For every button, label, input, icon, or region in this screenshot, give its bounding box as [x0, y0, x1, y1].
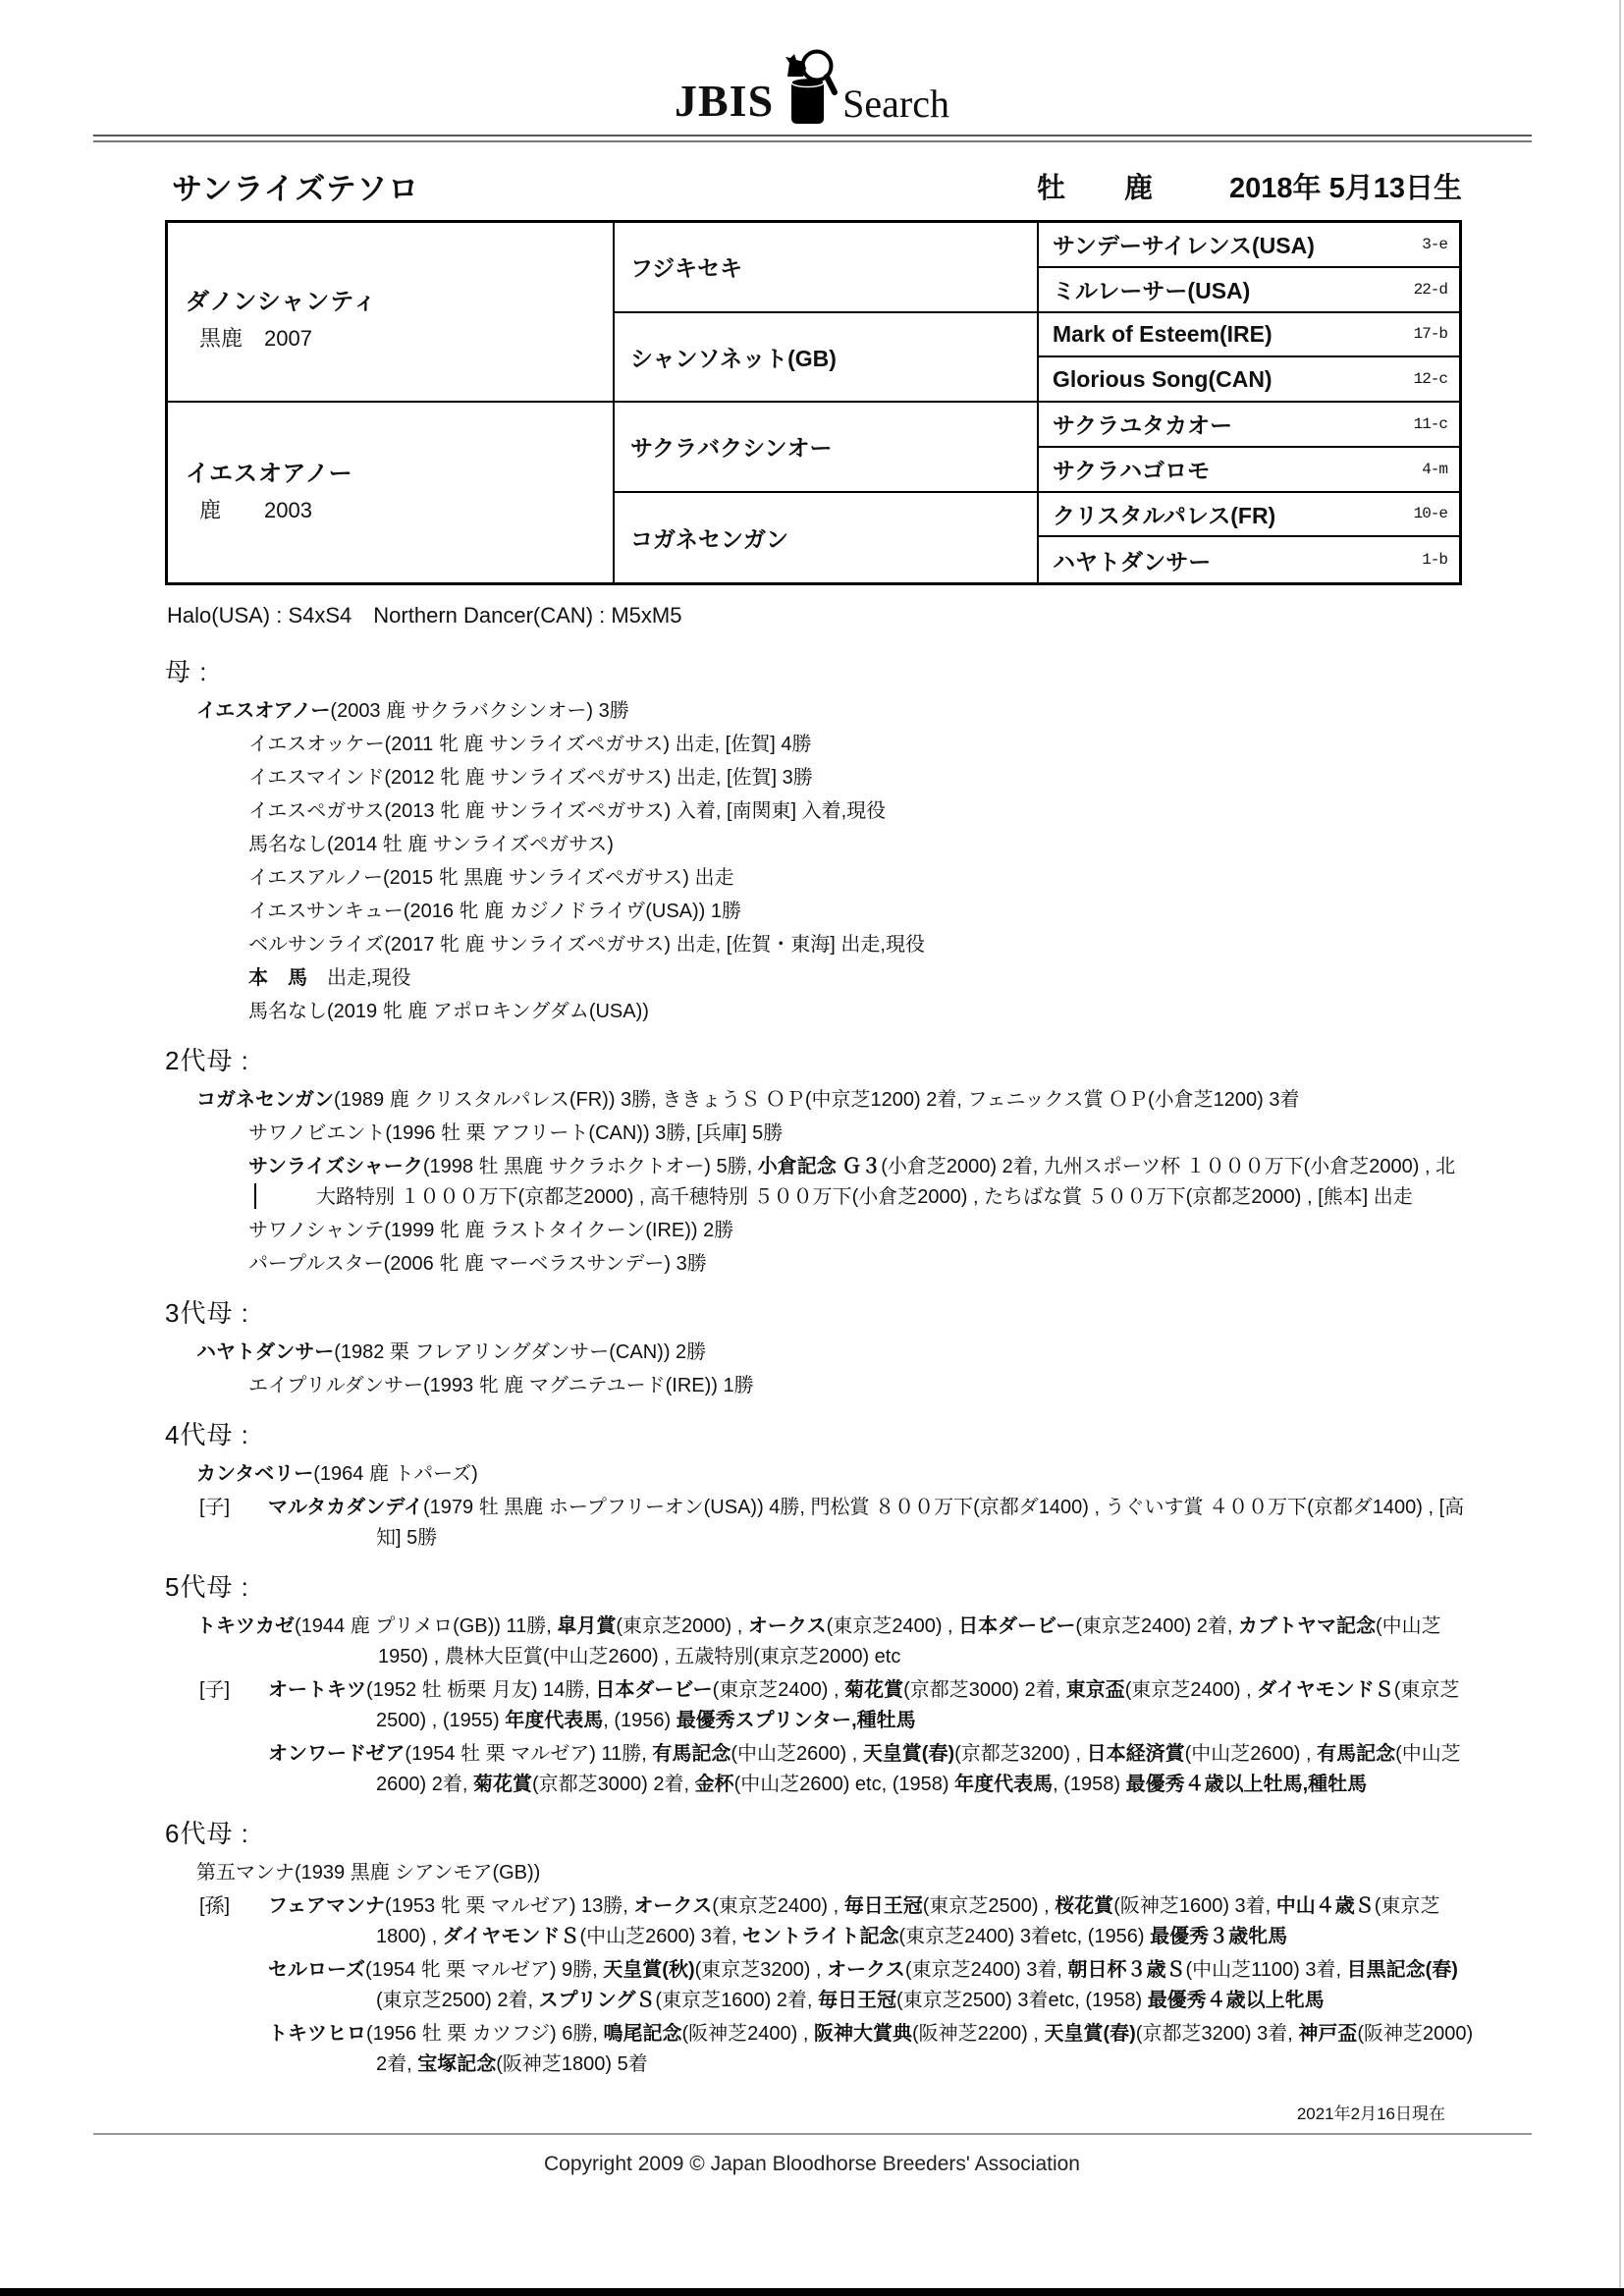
emphasized-text: 目黒記念(春) — [1346, 1959, 1458, 1981]
text-segment: エイプリルダンサー(1993 牝 鹿 マグニテユード(IRE)) 1勝 — [248, 1375, 754, 1396]
emphasized-text: オークス — [827, 1959, 905, 1981]
text-segment: (東京芝2400) , — [712, 1679, 845, 1701]
emphasized-text: 東京盃 — [1065, 1679, 1125, 1701]
text-segment: (東京芝2400) 3着, — [904, 1959, 1068, 1981]
pedigree-line — [248, 963, 1475, 994]
emphasized-text: オークス — [747, 1615, 827, 1637]
pedigree-line — [196, 1612, 1475, 1672]
emphasized-text: イエスオアノー — [196, 700, 331, 722]
text-segment: (1998 牡 黒鹿 サクラホクトオー) 5勝, — [422, 1156, 758, 1177]
header-divider — [93, 135, 1532, 142]
continuation-bar — [254, 1183, 256, 1209]
sire-detail: 黒鹿 2007 — [199, 326, 312, 351]
emphasized-text: 小倉記念 Ｇ３ — [757, 1156, 882, 1177]
text-segment: イエスサンキュー(2016 牝 鹿 カジノドライヴ(USA)) 1勝 — [248, 901, 742, 922]
scan-edge-right — [1619, 0, 1621, 2296]
horse-birthdate: 2018年 5月13日生 — [1229, 172, 1462, 204]
emphasized-text: コガネセンガン — [196, 1089, 334, 1111]
text-segment: (中山芝2600) , — [1184, 1743, 1318, 1765]
pedigree-line — [248, 796, 1475, 827]
pedigree-line — [248, 997, 1475, 1027]
jbis-logo — [0, 47, 1624, 128]
text-segment: (1956 牡 栗 カツフジ) 6勝, — [366, 2023, 604, 2045]
emphasized-text: サンライズシャーク — [248, 1156, 423, 1177]
horse-sex: 牡 — [1037, 172, 1066, 204]
emphasized-text: 本 馬 — [248, 967, 307, 989]
text-segment: (東京芝2000) , — [616, 1615, 748, 1637]
footer-divider — [93, 2133, 1532, 2135]
family-number: 3-e — [1422, 235, 1447, 253]
text-segment: (1979 牡 黒鹿 ホープフリーオン(USA)) 4勝, 門松賞 ８００万下(京都ダ1400) , うぐいす賞 ４００万下(京都ダ1400) , [高知] 5勝 — [376, 1497, 1465, 1549]
text-segment: (中山芝2600) , — [731, 1743, 863, 1765]
inbreeding-note: Halo(USA) : S4xS4 Northern Dancer(CAN) : M5xM5 — [167, 603, 682, 628]
emphasized-text: 有馬記念 — [652, 1743, 731, 1765]
section-heading: 2代母 : — [165, 1046, 249, 1075]
family-number: 10-e — [1413, 505, 1447, 523]
pedigree-line — [199, 1891, 1475, 1952]
text-segment: (東京芝2400) , — [712, 1895, 844, 1917]
pedigree-line — [268, 1739, 1475, 1800]
sire-sire-cell: フジキセキ — [615, 223, 1039, 313]
grandparent-cell — [1039, 403, 1459, 448]
family-section — [0, 1415, 1475, 1554]
emphasized-text: セルローズ — [268, 1959, 365, 1981]
pedigree-line — [248, 763, 1475, 793]
text-segment: (京都芝3000) 2着, — [531, 1774, 695, 1795]
grandparent-cell — [1039, 493, 1459, 538]
text-segment: イエスアルノー(2015 牝 黒鹿 サンライズペガサス) 出走 — [248, 867, 734, 889]
sire-dam-cell: シャンソネット(GB) — [615, 313, 1039, 404]
text-segment: イエスマインド(2012 牝 鹿 サンライズペガサス) 出走, [佐賀] 3勝 — [248, 767, 813, 789]
text-segment: (1982 栗 フレアリングダンサー(CAN)) 2勝 — [334, 1341, 707, 1363]
pedigree-table — [165, 220, 1462, 585]
emphasized-text: 朝日杯３歳Ｓ — [1067, 1959, 1186, 1981]
emphasized-text: 日本経済賞 — [1086, 1743, 1185, 1765]
logo-text-search: Search — [842, 82, 949, 126]
pedigree-line — [248, 930, 1475, 960]
text-segment: (1944 鹿 プリメロ(GB)) 11勝, — [295, 1615, 558, 1637]
section-heading: 6代母 : — [165, 1819, 249, 1848]
pedigree-line — [196, 1338, 1475, 1368]
pedigree-line — [268, 1955, 1475, 2016]
grandparent-name: ミルレーサー(USA) — [1053, 278, 1251, 304]
title-row — [172, 155, 1462, 216]
dam-detail: 鹿 2003 — [199, 498, 312, 522]
family-section — [0, 1567, 1475, 1800]
dam-cell — [168, 403, 615, 582]
pedigree-line — [248, 897, 1475, 927]
emphasized-text: 鳴尾記念 — [603, 2023, 682, 2045]
emphasized-text: 金杯 — [694, 1774, 734, 1795]
emphasized-text: 皐月賞 — [557, 1615, 617, 1637]
pedigree-line — [196, 1858, 1475, 1888]
pedigree-line — [196, 1459, 1475, 1490]
family-number: 1-b — [1422, 551, 1447, 570]
text-segment: , (1958) — [1053, 1774, 1126, 1795]
text-segment: (阪神芝2400) , — [681, 2023, 814, 2045]
emphasized-text: 最優秀３歳牝馬 — [1150, 1926, 1288, 1947]
pedigree-line — [248, 1216, 1475, 1246]
section-heading: 母 : — [165, 657, 208, 686]
grandparent-name: サクラハゴロモ — [1053, 458, 1211, 484]
pedigree-line — [199, 1675, 1475, 1736]
emphasized-text: トキツカゼ — [196, 1615, 295, 1637]
text-segment: (東京芝2400) , — [826, 1615, 959, 1637]
emphasized-text: トキツヒロ — [268, 2023, 366, 2045]
emphasized-text: オートキツ — [268, 1679, 366, 1701]
grandparent-cell — [1039, 537, 1459, 582]
emphasized-text: ハヤトダンサー — [196, 1341, 335, 1363]
horse-name: サンライズテソロ — [172, 171, 420, 206]
emphasized-text: 中山４歳Ｓ — [1275, 1895, 1375, 1917]
family-section — [0, 1293, 1475, 1401]
emphasized-text: 年度代表馬 — [954, 1774, 1054, 1795]
pedigree-line — [248, 863, 1475, 894]
grandparent-name: サンデーサイレンス(USA) — [1053, 233, 1315, 259]
text-segment: (京都芝3000) 2着, — [903, 1679, 1066, 1701]
emphasized-text: 菊花賞 — [844, 1679, 904, 1701]
text-segment: (阪神芝2000) 2着, — [376, 2023, 1474, 2075]
text-segment: 出走,現役 — [307, 967, 411, 989]
text-segment: 馬名なし(2014 牡 鹿 サンライズペガサス) — [248, 834, 614, 855]
family-number: 11-c — [1413, 414, 1447, 433]
family-sections — [0, 638, 1475, 2083]
text-segment: (京都芝3200) , — [954, 1743, 1087, 1765]
grandparent-name: クリスタルパレス(FR) — [1053, 502, 1276, 528]
emphasized-text: オンワードゼア — [268, 1743, 406, 1765]
emphasized-text: 天皇賞(秋) — [603, 1959, 695, 1981]
copyright-text: Copyright 2009 © Japan Bloodhorse Breeders' Association — [544, 2153, 1080, 2175]
emphasized-text: 毎日王冠 — [843, 1895, 923, 1917]
emphasized-text: ダイヤモンドＳ — [442, 1926, 580, 1947]
family-number: 17-b — [1413, 325, 1447, 344]
text-segment: (東京芝2400) 2着, — [1075, 1615, 1238, 1637]
grandparent-name: Glorious Song(CAN) — [1053, 365, 1272, 392]
relation-tag: [孫] — [199, 1895, 231, 1917]
text-segment: (京都芝3200) 3着, — [1135, 2023, 1299, 2045]
grandparent-name: Mark of Esteem(IRE) — [1053, 320, 1272, 347]
text-segment: (1954 牝 栗 マルゼア) 9勝, — [365, 1959, 604, 1981]
section-heading: 4代母 : — [165, 1420, 249, 1449]
dam-name: イエスオアノー — [186, 461, 353, 487]
text-segment: (中山芝1100) 3着, — [1185, 1959, 1347, 1981]
family-number: 22-d — [1413, 280, 1447, 299]
emphasized-text: 毎日王冠 — [818, 1990, 897, 2011]
text-segment: (1954 牡 栗 マルゼア) 11勝, — [405, 1743, 653, 1765]
text-segment: サワノシャンテ(1999 牝 鹿 ラストタイクーン(IRE)) 2勝 — [248, 1220, 734, 1241]
text-segment: (中山芝2600) etc, (1958) — [733, 1774, 955, 1795]
relation-tag: [子] — [199, 1497, 231, 1518]
text-segment: (東京芝1800) , — [376, 1895, 1440, 1947]
text-segment: パープルスター(2006 牝 鹿 マーベラスサンデー) 3勝 — [248, 1253, 707, 1275]
text-segment: (小倉芝2000) 2着, 九州スポーツ杯 １０００万下(小倉芝2000) , 北大路特別 １０００万下(京都芝2000) , 高千穂特別 ５００万下(小倉芝2000) , たちばな賞 ５００万下(京都芝2000) , [熊本] 出走 — [316, 1156, 1456, 1208]
text-segment: (阪神芝1800) 5着 — [496, 2053, 648, 2075]
text-segment: イエスペガサス(2013 牝 鹿 サンライズペガサス) 入着, [南関東] 入着,現役 — [248, 800, 887, 822]
family-section — [0, 1814, 1475, 2080]
text-segment: ベルサンライズ(2017 牝 鹿 サンライズペガサス) 出走, [佐賀・東海] 出走,現役 — [248, 934, 925, 956]
pedigree-line — [248, 830, 1475, 860]
relation-tag: [子] — [199, 1679, 231, 1701]
text-segment: 馬名なし(2019 牝 鹿 アポロキングダム(USA)) — [248, 1001, 649, 1022]
pedigree-line — [248, 1371, 1475, 1401]
grandparent-cell — [1039, 313, 1459, 358]
family-section — [0, 652, 1475, 1027]
logo-text-jbis: JBIS — [675, 76, 775, 126]
text-segment: (東京芝2500) 2着, — [376, 1990, 539, 2011]
dam-dam-cell: コガネセンガン — [615, 493, 1039, 583]
text-segment: (東京芝3200) , — [694, 1959, 828, 1981]
emphasized-text: 菊花賞 — [472, 1774, 532, 1795]
grandparent-cell — [1039, 357, 1459, 403]
emphasized-text: 日本ダービー — [958, 1615, 1076, 1637]
text-segment: (東京芝1600) 2着, — [655, 1990, 819, 2011]
text-segment: (中山芝2600) 2着, — [376, 1743, 1461, 1795]
text-segment: (阪神芝2200) , — [911, 2023, 1045, 2045]
horse-profile — [1037, 166, 1462, 206]
emphasized-text: マルタカダンデイ — [268, 1497, 423, 1518]
pedigree-line — [248, 1249, 1475, 1280]
text-segment: (東京芝2500) , — [922, 1895, 1056, 1917]
emphasized-text: 年度代表馬 — [505, 1710, 604, 1731]
emphasized-text: 日本ダービー — [595, 1679, 713, 1701]
pedigree-line — [196, 696, 1475, 727]
text-segment: , (1956) — [603, 1710, 677, 1731]
text-segment: (1989 鹿 クリスタルパレス(FR)) 3勝, ききょうＳ ＯＰ(中京芝1200) 2着, フェニックス賞 ＯＰ(小倉芝1200) 3着 — [334, 1089, 1300, 1111]
text-segment: (2003 鹿 サクラバクシンオー) 3勝 — [330, 700, 629, 722]
as-of-date: 2021年2月16日現在 — [1296, 2105, 1445, 2123]
pedigree-line — [196, 1085, 1475, 1116]
sire-cell — [168, 223, 615, 403]
pedigree-line — [248, 730, 1475, 760]
text-segment: (東京芝2400) 3着etc, (1956) — [898, 1926, 1151, 1947]
sire-name: ダノンシャンティ — [186, 289, 378, 315]
section-heading: 5代母 : — [165, 1572, 249, 1602]
emphasized-text: 宝塚記念 — [417, 2053, 497, 2075]
section-heading: 3代母 : — [165, 1298, 249, 1328]
emphasized-text: 桜花賞 — [1055, 1895, 1114, 1917]
text-segment: 第五マンナ(1939 黒鹿 シアンモア(GB)) — [196, 1862, 541, 1884]
pedigree-line — [268, 2019, 1475, 2080]
emphasized-text: 最優秀４歳以上牡馬,種牡馬 — [1125, 1774, 1368, 1795]
emphasized-text: ダイヤモンドＳ — [1257, 1679, 1394, 1701]
dam-sire-cell: サクラバクシンオー — [615, 403, 1039, 493]
pedigree-line — [248, 1119, 1475, 1149]
text-segment: イエスオッケー(2011 牝 鹿 サンライズペガサス) 出走, [佐賀] 4勝 — [248, 734, 812, 755]
text-segment: (1953 牝 栗 マルゼア) 13勝, — [385, 1895, 634, 1917]
emphasized-text: 神戸盃 — [1298, 2023, 1358, 2045]
horse-magnifier-icon — [778, 47, 839, 128]
emphasized-text: カンタベリー — [196, 1463, 314, 1485]
text-segment: (1964 鹿 トパーズ) — [313, 1463, 478, 1485]
emphasized-text: 最優秀４歳以上牝馬 — [1147, 1990, 1325, 2011]
text-segment: サワノビエント(1996 牡 栗 アフリート(CAN)) 3勝, [兵庫] 5勝 — [248, 1122, 784, 1144]
emphasized-text: 最優秀スプリンター,種牡馬 — [676, 1710, 916, 1731]
text-segment: (東京芝2500) , (1955) — [376, 1679, 1460, 1731]
text-segment: (東京芝2400) , — [1124, 1679, 1258, 1701]
emphasized-text: オークス — [633, 1895, 713, 1917]
family-section — [0, 1041, 1475, 1280]
grandparent-cell — [1039, 268, 1459, 313]
emphasized-text: 天皇賞(春) — [862, 1743, 955, 1765]
emphasized-text: カブトヤマ記念 — [1237, 1615, 1376, 1637]
family-number: 4-m — [1422, 460, 1447, 478]
emphasized-text: スプリングＳ — [538, 1990, 656, 2011]
text-segment: (1952 牡 栃栗 月友) 14勝, — [366, 1679, 596, 1701]
text-segment: (中山芝2600) 3着, — [579, 1926, 743, 1947]
emphasized-text: フェアマンナ — [268, 1895, 385, 1917]
grandparent-name: ハヤトダンサー — [1053, 548, 1212, 574]
emphasized-text: 有馬記念 — [1317, 1743, 1396, 1765]
horse-coat: 鹿 — [1124, 172, 1154, 204]
grandparent-cell — [1039, 223, 1459, 268]
grandparent-cell — [1039, 448, 1459, 493]
emphasized-text: 阪神大賞典 — [813, 2023, 912, 2045]
pedigree-line — [248, 1152, 1475, 1213]
text-segment: (阪神芝1600) 3着, — [1113, 1895, 1276, 1917]
emphasized-text: セントライト記念 — [742, 1926, 899, 1947]
family-number: 12-c — [1413, 370, 1447, 389]
grandparent-name: サクラユタカオー — [1053, 412, 1233, 439]
emphasized-text: 天皇賞(春) — [1044, 2023, 1136, 2045]
text-segment: (東京芝2500) 3着etc, (1958) — [896, 1990, 1148, 2011]
text-segment: (中山芝1950) , 農林大臣賞(中山芝2600) , 五歳特別(東京芝2000) etc — [378, 1615, 1441, 1667]
pedigree-line — [199, 1493, 1475, 1554]
scan-edge-bottom — [0, 2288, 1624, 2296]
